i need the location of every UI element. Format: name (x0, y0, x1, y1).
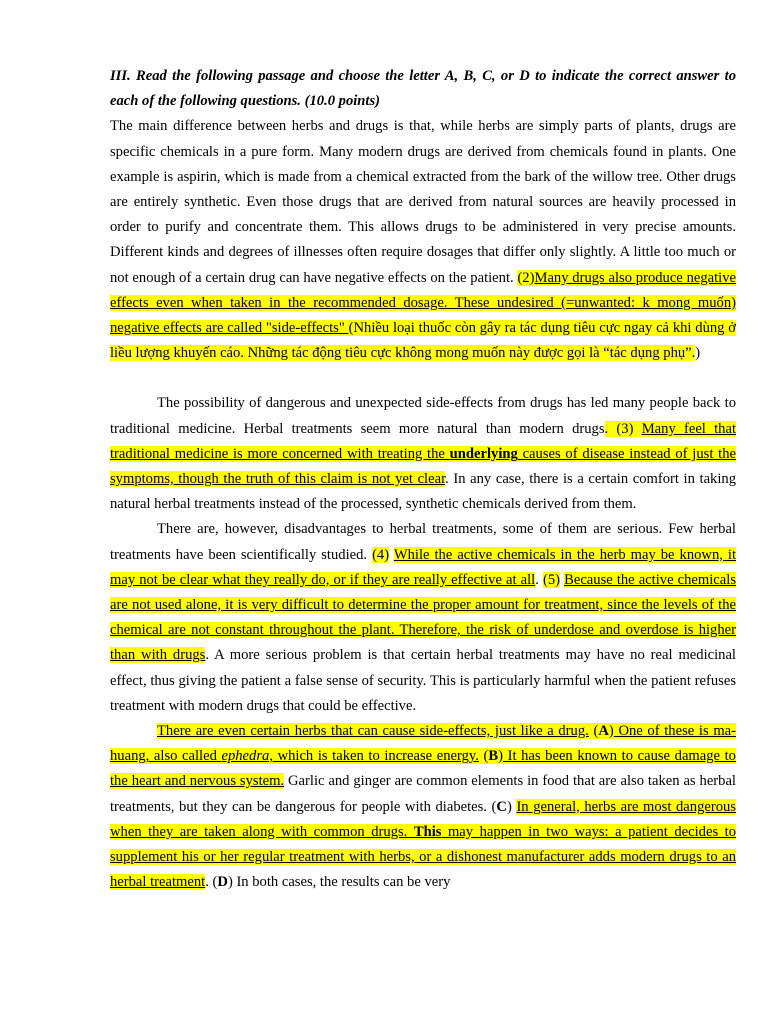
p4-a-open: ( (588, 723, 599, 740)
p4-ephedra: ephedra (221, 748, 270, 765)
p4-underline-4: It has been known to cause damage to the heart and nervous system. (110, 748, 736, 790)
p2-text1: The possibility of dangerous and unexpected side-effects from drugs has led many people back to traditional medicine. Herbal treatments seem more natural than modern drugs (110, 395, 736, 437)
passage-page (110, 64, 736, 896)
p4-text2: . ( (205, 874, 218, 891)
p1-highlight: Many drugs also produce negative effects even when taken in the recommended dosage. These undesired (=unwanted: k mong muốn) negative effects are called "side-effects" (110, 269, 736, 337)
p4-gap-c: C (496, 798, 507, 815)
paragraph-gap (110, 366, 736, 391)
p4-underline-6: may happen in two ways: a patient decides to supplement his or her regular treatment with herbs, or a dishonest manufacturer adds modern drugs to an herbal treatment (110, 823, 736, 891)
p1-close: ) (695, 345, 701, 362)
p4-c-close: ) (506, 798, 517, 815)
p4-gap-d: D (217, 874, 228, 891)
p4-underline-2: One of these is ma- huang, also called (110, 723, 737, 765)
p3-mark-5: (5) (542, 571, 561, 588)
p4-underline-5: In general, herbs are most dangerous when they are taken along with common drugs. (110, 798, 736, 840)
p2-bold-word: underlying (449, 445, 518, 462)
p3-text1: There are, however, disadvantages to herbal treatments, some of them are serious. Few herbal treatments have been scientifically studied. (110, 521, 736, 563)
p4-b-close: ) (498, 748, 503, 765)
p3-underline-4: While the active chemicals in the herb may be known, it may not be clear what they really do, or if they are really effective at all (110, 546, 737, 588)
paragraph-4 (110, 719, 736, 895)
p4-text1: Garlic and ginger are common elements in food that are also taken as herbal treatments, but they can be dangerous for people with diabetes. ( (110, 773, 736, 815)
paragraph-3 (110, 517, 736, 719)
p1-translation: (Nhiều loại thuốc còn gây ra tác dụng tiêu cực ngay cả khi dùng ở liều lượng khuyến cáo. Những tác động tiêu cực không mong muốn này được gọi là “tác dụng phụ”. (110, 320, 736, 362)
p4-this: This (413, 823, 442, 840)
p4-underline-1: There are even certain herbs that can cause side-effects, just like a drug. (157, 723, 589, 740)
p4-b-open: ( (478, 748, 489, 765)
paragraph-2 (110, 391, 736, 517)
paragraph-1 (110, 114, 736, 366)
p3-text2: . A more serious problem is that certain herbal treatments may have no real medicinal effect, thus giving the patient a false sense of security. This is particularly harmful when the patient refuses treatment with modern drugs that could be effective. (110, 647, 736, 714)
p3-sep: . (535, 571, 543, 588)
p2-mark: . (3) (604, 420, 642, 437)
question-heading: III. Read the following passage and choose the letter A, B, C, or D to indicate the correct answer to each of the following questions. (10.0 points) (110, 68, 736, 110)
p1-mark: (2) (517, 269, 535, 286)
p3-underline-5: Because the active chemicals are not used alone, it is very difficult to determine the proper amount for treatment, since the levels of the chemical are not constant throughout the plant. Therefore, the risk of underdose and overdose is higher than with drugs (110, 571, 736, 664)
p2-underline-2: causes of disease instead of just the symptoms, though the truth of this claim is not yet clear (110, 445, 736, 488)
p2-text2: . In any case, there is a certain comfort in taking natural herbal treatments instead of the processed, synthetic chemicals derived from them. (110, 471, 736, 513)
p2-underline-1: Many feel that traditional medicine is more concerned with treating the (110, 420, 736, 462)
p4-gap-b: B (488, 748, 499, 765)
p4-a-close: ) (608, 723, 614, 740)
p3-mark-4: (4) (372, 546, 390, 563)
p1-text: The main difference between herbs and drugs is that, while herbs are simply parts of plants, drugs are specific chemicals in a pure form. Many modern drugs are derived from chemicals found in plants. One example is aspirin, which is made from a chemical extracted from the bark of the willow tree. Other drugs are entirely synthetic. Even those drugs that are derived from natural sources are heavily processed in order to purify and concentrate them. This allows drugs to be administered in very precise amounts. Different kinds and degrees of illnesses often require dosages that differ only slightly. A little too much or not enough of a certain drug can have negative effects on the patient. (110, 118, 736, 286)
p4-gap-a: A (598, 723, 609, 740)
p4-underline-3: , which is taken to increase energy. (269, 748, 479, 765)
p4-text3: ) In both cases, the results can be very (227, 874, 451, 891)
